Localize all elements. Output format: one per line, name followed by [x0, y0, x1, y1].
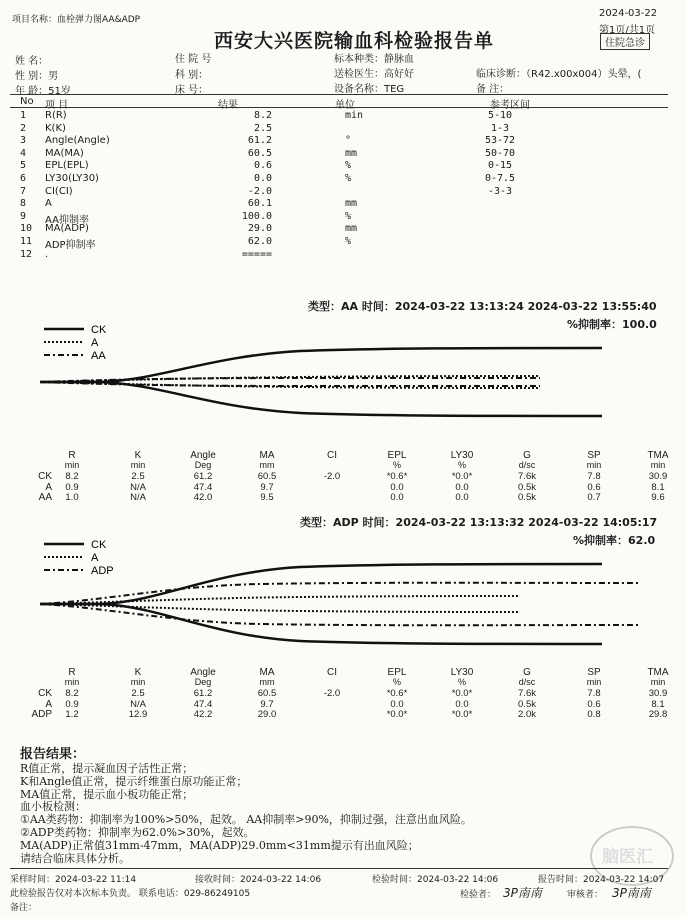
tester-signature: 3P南南	[503, 886, 542, 900]
summary-cell: N/A	[130, 698, 146, 710]
table-cell-no: 1	[20, 110, 27, 121]
summary-row-label: AA	[38, 492, 52, 503]
table-cell-item: .	[45, 248, 49, 260]
summary-cell: 12.9	[128, 709, 148, 720]
table-header-unit: 单位	[335, 100, 355, 111]
summary-cell: 8.2	[65, 471, 79, 482]
summary-header-name: K	[134, 450, 142, 461]
table-cell-unit: %	[345, 210, 352, 222]
table-cell-item: MA(ADP)	[45, 223, 89, 235]
reviewer-signature: 3P南南	[612, 886, 651, 900]
tester-label: 检验者：	[460, 890, 497, 900]
table-header-result: 结果	[218, 100, 238, 111]
summary-row-label: CK	[38, 471, 52, 482]
summary-cell: 7.8	[587, 688, 601, 699]
remark-label: 备 注：	[476, 84, 510, 95]
table-cell-unit: mm	[345, 223, 358, 235]
summary-cell: 0.0	[390, 698, 404, 710]
bed-label: 床 号：	[175, 85, 209, 96]
summary-header-unit: Deg	[194, 677, 212, 687]
summary-header-unit: %	[392, 677, 401, 687]
summary-cell: 61.2	[193, 688, 213, 699]
patient-name-label: 姓 名：	[15, 56, 49, 67]
summary-header-unit: min	[64, 677, 80, 687]
table-cell-no: 3	[20, 135, 27, 147]
summary-cell: 30.9	[648, 688, 668, 699]
conclusion-line: 请结合临床具体分析。	[20, 851, 130, 865]
table-cell-ref: 1-3	[490, 122, 510, 134]
summary-cell: 0.8	[587, 709, 601, 720]
summary-cell: 0.5k	[518, 481, 536, 493]
summary-header-name: SP	[587, 450, 601, 461]
page-number: 第1页/共1页	[599, 25, 656, 36]
summary-header-unit: min	[650, 677, 666, 687]
summary-cell: 0.0	[390, 481, 404, 493]
patient-sex: 性 别：男	[15, 71, 59, 82]
table-cell-result: 60.5	[247, 147, 272, 159]
summary-header-unit: %	[457, 460, 466, 470]
summary-header-name: CI	[327, 667, 337, 678]
summary-header-name: SP	[587, 667, 601, 678]
summary-cell: 1.0	[65, 492, 79, 503]
summary-header-unit: d/sc	[518, 460, 536, 470]
summary-cell: 0.5k	[518, 698, 536, 710]
conclusion-line: R值正常，提示凝血因子活性正常；	[20, 762, 194, 775]
table-cell-item: MA(MA)	[45, 147, 84, 159]
summary-header-name: EPL	[387, 450, 407, 461]
summary-cell: *0.0*	[451, 709, 473, 720]
diagnosis: 临床诊断：（R42.x00x004）头晕，(	[476, 69, 642, 80]
table-cell-no: 9	[20, 210, 27, 222]
summary-header-name: Angle	[190, 667, 216, 678]
table-cell-no: 12	[20, 248, 33, 260]
summary-cell: 2.5	[131, 688, 145, 699]
summary-header-unit: mm	[259, 460, 275, 470]
summary-cell: 0.0	[455, 481, 469, 493]
test-time: 检验时间：2024-03-22 14:06	[372, 875, 499, 885]
summary-cell: N/A	[130, 481, 146, 493]
watermark-text: 脑医汇	[602, 847, 653, 867]
item-name: 项目名称：血栓弹力图AA&ADP	[12, 15, 141, 25]
summary-header-name: MA	[259, 450, 275, 461]
summary-cell: *0.0*	[451, 471, 473, 482]
summary-cell: 9.6	[651, 492, 665, 503]
legend-ck-label: CK	[91, 324, 107, 336]
summary-cell: 9.7	[260, 481, 274, 493]
summary-row-label: CK	[38, 688, 52, 699]
summary-cell: 47.4	[193, 481, 213, 493]
table-cell-result: 60.1	[247, 198, 272, 210]
summary-cell: N/A	[130, 492, 146, 503]
summary-cell: 61.2	[193, 471, 213, 482]
conclusion-line: MA(ADP)正常值31mm-47mm，MA(ADP)29.0mm<31mm提示有出血风险；	[20, 838, 419, 852]
table-cell-no: 2	[20, 122, 27, 134]
table-cell-item: CI(CI)	[45, 185, 73, 197]
receive-time: 接收时间：2024-03-22 14:06	[195, 875, 322, 885]
summary-cell: *0.6*	[386, 471, 408, 482]
summary-cell: 7.6k	[518, 471, 536, 482]
summary-cell: 7.6k	[518, 688, 536, 699]
summary-header-unit: min	[130, 460, 146, 470]
summary-cell: 0.7	[587, 492, 601, 503]
table-cell-no: 10	[20, 223, 33, 235]
report-date: 2024-03-22	[599, 8, 658, 19]
conclusion-line: ②ADP类药物：抑制率为62.0%>30%，起效。	[20, 826, 255, 839]
legend-ck-label: CK	[91, 539, 107, 551]
summary-header-unit: Deg	[194, 460, 212, 470]
legend-a-label: A	[91, 552, 99, 564]
summary-cell: *0.6*	[386, 688, 408, 699]
table-header-ref: 参考区间	[490, 100, 530, 111]
summary-cell: 60.5	[257, 688, 277, 699]
summary-cell: 1.2	[65, 709, 79, 720]
table-cell-item: K(K)	[45, 122, 66, 134]
summary-cell: 0.9	[65, 481, 79, 493]
table-cell-item: AA抑制率	[45, 214, 89, 226]
dept-label: 科 别：	[175, 70, 209, 81]
summary-header-unit: min	[130, 677, 146, 687]
device: 设备名称：TEG	[334, 84, 405, 95]
inpatient-label: 住 院 号	[175, 54, 212, 65]
summary-row-label: A	[45, 481, 52, 493]
conclusion-line: K和Angle值正常，提示纤维蛋白原功能正常；	[20, 774, 248, 788]
table-cell-result: 29.0	[247, 223, 272, 235]
table-cell-unit: mm	[345, 147, 358, 159]
legend-a-label: A	[91, 337, 99, 349]
disclaimer: 此检验报告仅对本次标本负责。 联系电话：029-86249105	[10, 889, 251, 899]
summary-cell: 0.0	[390, 492, 404, 503]
summary-cell: 47.4	[193, 698, 213, 710]
summary-cell: 60.5	[257, 471, 277, 482]
table-header-no: No	[20, 96, 34, 107]
summary-cell: 7.8	[587, 471, 601, 482]
summary-cell: 8.1	[651, 698, 665, 710]
summary-cell: 0.0	[455, 698, 469, 710]
table-cell-unit: %	[345, 236, 352, 247]
table-cell-no: 6	[20, 173, 27, 184]
collect-time: 采样时间：2024-03-22 11:14	[10, 875, 137, 885]
footer-remark: 备注：	[10, 903, 38, 913]
conclusion-line: ①AA类药物：抑制率为100%>50%，起效。 AA抑制率>90%，抑制过强，注意出血风险。	[20, 813, 472, 827]
table-cell-no: 7	[20, 185, 27, 197]
table-cell-result: =====	[241, 248, 272, 260]
doctor: 送检医生：高好好	[334, 69, 414, 80]
summary-cell: 9.7	[260, 698, 274, 710]
table-cell-unit: mm	[345, 198, 358, 210]
summary-header-name: TMA	[647, 667, 669, 678]
adp-tracing-chart	[0, 534, 687, 664]
legend-aa-label: AA	[91, 350, 106, 362]
summary-cell: 8.1	[651, 481, 665, 493]
summary-cell: 2.0k	[518, 709, 536, 720]
table-cell-ref: 0-15	[487, 160, 513, 172]
summary-header-name: TMA	[647, 450, 669, 461]
summary-header-name: R	[68, 450, 76, 461]
summary-cell: 9.5	[260, 492, 274, 503]
report-time: 报告时间：2024-03-22 14:07	[538, 875, 665, 885]
table-cell-no: 4	[20, 147, 27, 159]
summary-cell: -2.0	[323, 471, 341, 482]
conclusion-line: MA值正常，提示血小板功能正常；	[20, 787, 194, 801]
summary-cell: -2.0	[323, 688, 341, 699]
conclusion-line: 血小板检测：	[20, 800, 86, 814]
sample-type: 标本种类：静脉血	[334, 54, 414, 65]
table-cell-ref: 0-7.5	[484, 173, 516, 184]
aa-inhibition: %抑制率：100.0	[567, 318, 657, 331]
divider-footer	[10, 868, 668, 869]
summary-header-name: G	[523, 667, 531, 678]
summary-cell: 0.6	[587, 698, 601, 710]
summary-cell: 0.0	[455, 492, 469, 503]
summary-header-name: R	[68, 667, 76, 678]
table-cell-unit: %	[345, 160, 352, 172]
table-cell-ref: -3-3	[487, 185, 513, 197]
summary-row-label: A	[45, 698, 52, 710]
table-cell-result: 0.0	[253, 173, 272, 184]
page-title: 西安大兴医院输血科检验报告单	[214, 30, 495, 52]
summary-header-name: Angle	[190, 450, 216, 461]
table-cell-result: 62.0	[247, 236, 272, 247]
table-cell-item: A	[45, 198, 52, 210]
table-cell-result: 61.2	[247, 135, 272, 147]
summary-cell: 8.2	[65, 688, 79, 699]
table-cell-result: -2.0	[247, 185, 272, 197]
summary-cell: 0.5k	[518, 492, 536, 503]
table-cell-no: 5	[20, 160, 27, 172]
table-cell-ref: 5-10	[487, 110, 513, 121]
summary-header-unit: d/sc	[518, 677, 536, 687]
summary-header-name: G	[523, 450, 531, 461]
summary-header-unit: min	[650, 460, 666, 470]
adp-panel-info: 类型：ADP 时间：2024-03-22 13:13:32 2024-03-22 14:05:17	[300, 516, 658, 529]
summary-header-unit: min	[586, 677, 602, 687]
summary-header-unit: min	[586, 460, 602, 470]
divider-top	[10, 94, 668, 95]
summary-header-unit: mm	[259, 677, 275, 687]
table-cell-ref: 53-72	[484, 135, 516, 147]
summary-row-label: ADP	[31, 709, 52, 720]
summary-cell: 42.0	[193, 492, 213, 503]
table-cell-result: 8.2	[253, 110, 272, 121]
table-cell-item: R(R)	[45, 110, 67, 121]
table-cell-no: 11	[20, 236, 33, 247]
table-header-item: 项 目	[45, 100, 69, 111]
table-cell-item: Angle(Angle)	[45, 135, 110, 147]
summary-cell: 0.6	[587, 481, 601, 493]
summary-header-unit: %	[457, 677, 466, 687]
legend-adp-label: ADP	[91, 565, 114, 577]
summary-cell: 30.9	[648, 471, 668, 482]
summary-header-name: LY30	[450, 667, 474, 678]
table-cell-result: 2.5	[253, 122, 272, 134]
table-cell-unit: min	[345, 110, 364, 121]
summary-cell: 42.2	[193, 709, 213, 720]
table-cell-result: 0.6	[253, 160, 272, 172]
summary-cell: 29.8	[648, 709, 668, 720]
table-cell-item: EPL(EPL)	[45, 160, 89, 172]
summary-cell: 2.5	[131, 471, 145, 482]
adp-summary-table	[0, 667, 687, 722]
summary-cell: 0.9	[65, 698, 79, 710]
summary-header-name: MA	[259, 667, 275, 678]
table-cell-item: LY30(LY30)	[45, 173, 99, 184]
summary-cell: *0.0*	[386, 709, 408, 720]
aa-tracing-chart	[0, 318, 687, 448]
urgent-stamp: 住院急诊	[600, 33, 650, 50]
summary-cell: 29.0	[257, 709, 277, 720]
summary-header-name: K	[134, 667, 142, 678]
summary-header-name: LY30	[450, 450, 474, 461]
summary-header-unit: %	[392, 460, 401, 470]
aa-panel-info: 类型：AA 时间：2024-03-22 13:13:24 2024-03-22 13:55:40	[308, 300, 657, 313]
reviewer-label: 审核者：	[567, 890, 604, 900]
aa-summary-table	[0, 450, 687, 505]
table-cell-unit: °	[345, 135, 352, 147]
summary-header-unit: min	[64, 460, 80, 470]
summary-cell: *0.0*	[451, 688, 473, 699]
summary-header-name: CI	[327, 450, 337, 461]
table-cell-no: 8	[20, 198, 27, 210]
table-cell-result: 100.0	[241, 210, 272, 222]
conclusion-title: 报告结果：	[20, 747, 86, 762]
adp-inhibition: %抑制率：62.0	[573, 534, 656, 547]
table-cell-unit: %	[345, 173, 352, 184]
patient-age: 年 龄：51岁	[15, 86, 71, 97]
table-cell-ref: 50-70	[484, 147, 516, 159]
table-cell-item: ADP抑制率	[45, 240, 96, 251]
summary-header-name: EPL	[387, 667, 407, 678]
